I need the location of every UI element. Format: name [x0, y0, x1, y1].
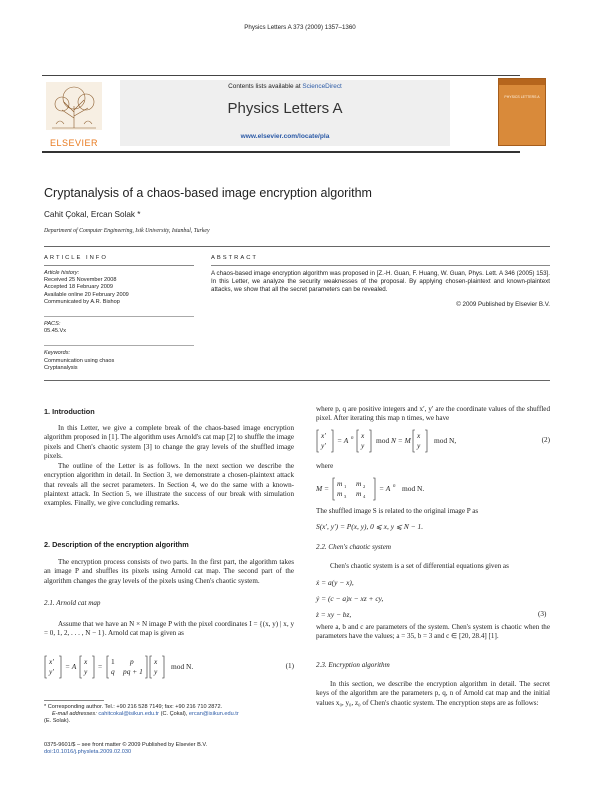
contents-line — [120, 83, 450, 90]
equation-m — [316, 476, 550, 502]
cover-title: PHYSICS LETTERS A — [504, 95, 540, 99]
section-2-1-heading: 2.1. Arnold cat map — [44, 599, 101, 607]
history-received: Received 25 November 2008 — [44, 277, 117, 284]
where-label: where — [316, 462, 334, 470]
cover-band — [499, 79, 545, 85]
svg-text:x: x — [361, 431, 365, 440]
svg-text:y: y — [154, 667, 158, 676]
equation-1-mod: mod N. — [171, 662, 194, 671]
svg-text:y′: y′ — [321, 441, 326, 450]
equation-2-matrices — [316, 428, 436, 454]
info-divider-2 — [44, 335, 194, 346]
chen-equation-1: ẋ = a(y − x), — [316, 578, 354, 587]
svg-text:3: 3 — [344, 494, 347, 499]
svg-text:x: x — [417, 431, 421, 440]
journal-title: Physics Letters A — [227, 100, 343, 117]
masthead-top-rule — [42, 75, 520, 76]
history-online: Available online 20 February 2009 — [44, 291, 129, 298]
svg-text:1: 1 — [111, 657, 115, 666]
section-1-paragraph-2: The outline of the Letter is as follows. In the next section we describe the encryption algorithm in detail. In Section 3, we demonstrate a chosen-plaintext attack that reveals all the secret parameters. In Section 4, we do the same with a known-plaintext attack. In Section 5, we illustrate the success of our break with simulation examples. Finally, we give concluding remarks. — [44, 462, 294, 508]
info-bottom-rule — [44, 380, 550, 381]
abstract-text: A chaos-based image encryption algorithm was proposed in [Z.-H. Guan, F. Huang, W. Guan, Phys. Lett. A 346 (2005) 153]. In this Letter, we analyze the security weaknesses of the proposal. By applying chosen-plaintext and known-plaintext attacks, we show that all the secret parameters can be revealed. — [211, 270, 550, 294]
history-communicated: Communicated by A.R. Bishop — [44, 298, 120, 305]
history-label: Article history: — [44, 270, 80, 276]
keyword-1: Communication using chaos — [44, 357, 115, 364]
pacs-label: PACS: — [44, 321, 61, 328]
svg-text:= A: = A — [65, 662, 77, 671]
abstract-rule — [211, 265, 550, 266]
issn-line: 0375-9601/$ – see front matter © 2009 Published by Elsevier B.V. — [44, 742, 208, 748]
svg-text:mod: mod — [376, 436, 390, 445]
article-info — [44, 270, 194, 372]
keyword-2: Cryptanalysis — [44, 364, 78, 371]
svg-text:= A: = A — [379, 484, 391, 493]
svg-text:n: n — [351, 436, 354, 441]
journal-cover[interactable] — [498, 78, 546, 146]
elsevier-logo[interactable] — [44, 80, 104, 148]
section-2-2-paragraph-1: Chen's chaotic system is a set of differential equations given as — [330, 562, 509, 570]
footnote-rule — [44, 700, 104, 701]
svg-text:x′: x′ — [49, 657, 54, 666]
chen-equation-3: ż = xy − bz, — [316, 610, 352, 619]
equation-2 — [316, 428, 550, 454]
svg-text:y: y — [417, 441, 421, 450]
svg-text:=: = — [98, 662, 103, 671]
svg-text:m: m — [356, 479, 362, 488]
section-2-heading: 2. Description of the encryption algorithm — [44, 540, 189, 549]
equation-shuffle: S(x′, y′) = P(x, y), 0 ⩽ x, y ⩽ N − 1. — [316, 522, 424, 531]
info-top-rule — [44, 246, 550, 247]
info-divider — [44, 306, 194, 317]
section-2-3-paragraph-1: In this section, we describe the encryption algorithm in detail. The secret keys of the algorithm are the parameters p, q, n of Arnold cat map and the initial values x₀, y₀, z₀ of Chen's chaotic system. The encryption steps are as follows: — [316, 680, 550, 707]
footnote-emails — [44, 711, 294, 718]
section-1-paragraph-1: In this Letter, we give a complete break of the chaos-based image encryption algorithm proposed in [1]. The algorithm uses Arnold's cat map [2] to shuffle the image pixels and Chen's chaotic system [3] to change the gray levels of the shuffled image pixels. — [44, 424, 294, 460]
abstract-heading: ABSTRACT — [211, 255, 258, 261]
equation-1-number: (1) — [285, 662, 294, 670]
equation-m-mod: mod N. — [402, 484, 425, 493]
equation-2-number: (2) — [541, 436, 550, 444]
svg-text:M =: M = — [316, 484, 329, 493]
abstract-copyright: © 2009 Published by Elsevier B.V. — [456, 301, 550, 308]
chen-equation-2: ẏ = (c − a)x − xz + cy, — [316, 594, 384, 603]
elsevier-wordmark: ELSEVIER — [49, 138, 99, 148]
history-accepted: Accepted 18 February 2009 — [44, 284, 114, 291]
article-info-rule — [44, 265, 194, 266]
svg-text:pq + 1: pq + 1 — [123, 667, 143, 676]
email-label: E-mail addresses: — [52, 711, 99, 718]
equation-1 — [44, 654, 294, 680]
article-title: Cryptanalysis of a chaos-based image encryption algorithm — [44, 186, 372, 200]
svg-text:x′: x′ — [321, 431, 326, 440]
svg-text:p: p — [130, 657, 134, 666]
svg-text:N = M: N = M — [391, 436, 411, 445]
section-1-heading: 1. Introduction — [44, 407, 95, 416]
email-1-owner: (C. Çokal), — [159, 711, 189, 718]
right-paragraph-1: where p, q are positive integers and x′, y′ are the coordinate values of the shuffled pixel. After iterating this map n times, we have — [316, 405, 550, 423]
svg-text:m: m — [337, 489, 343, 498]
article-info-heading: ARTICLE INFO — [44, 255, 108, 261]
svg-text:q: q — [111, 667, 115, 676]
front-matter — [44, 742, 294, 756]
svg-text:y′: y′ — [49, 667, 54, 676]
right-paragraph-2: The shuffled image S is related to the original image P as — [316, 507, 479, 515]
svg-text:2: 2 — [363, 484, 366, 489]
svg-text:1: 1 — [344, 484, 347, 489]
email-2-owner: (E. Solak). — [44, 718, 71, 725]
masthead-bottom-rule — [42, 151, 520, 153]
author-affiliation: Department of Computer Engineering, Isik University, Istanbul, Turkey — [44, 228, 210, 234]
section-2-2-paragraph-2: where a, b and c are parameters of the system. Chen's system is chaotic when the parameters have the values; a = 35, b = 3 and c ∈ [20, 28.4] [1]. — [316, 623, 550, 641]
email-link-2[interactable]: ercan@isikun.edu.tr — [188, 711, 239, 718]
equation-3-number: (3) — [538, 610, 547, 618]
svg-text:y: y — [361, 441, 365, 450]
section-2-2-heading: 2.2. Chen's chaotic system — [316, 543, 392, 551]
email-link-1[interactable]: cahitcokal@isikun.edu.tr — [98, 711, 160, 718]
svg-text:m: m — [337, 479, 343, 488]
section-2-3-heading: 2.3. Encryption algorithm — [316, 661, 390, 669]
journal-citation: Physics Letters A 373 (2009) 1357–1360 — [244, 24, 356, 31]
section-2-1-paragraph-1: Assume that we have an N × N image P with the pixel coordinates I = {(x, y) | x, y = 0, 1, 2, . . . , N − 1}. Arnold cat map is given as — [44, 620, 294, 638]
equation-2-mod: mod N, — [434, 436, 457, 445]
section-2-paragraph-1: The encryption process consists of two parts. In the first part, the algorithm takes an image P and shuffles its pixels using Arnold cat map. The second part of the algorithm changes the gray levels of the pixels using Chen's chaotic system. — [44, 558, 294, 585]
svg-text:x: x — [154, 657, 158, 666]
journal-homepage-link[interactable]: www.elsevier.com/locate/pla — [240, 133, 330, 140]
svg-text:= A: = A — [337, 436, 349, 445]
keywords-label: Keywords: — [44, 350, 71, 357]
svg-text:x: x — [84, 657, 88, 666]
doi-link[interactable]: doi:10.1016/j.physleta.2009.02.030 — [44, 749, 132, 756]
svg-text:y: y — [84, 667, 88, 676]
article-authors: Cahit Çokal, Ercan Solak * — [44, 210, 141, 219]
svg-text:4: 4 — [363, 494, 366, 499]
footnotes — [44, 704, 294, 726]
svg-text:n: n — [393, 484, 396, 489]
equation-1-matrices — [44, 654, 244, 680]
svg-text:m: m — [356, 489, 362, 498]
elsevier-tree-icon — [44, 80, 104, 132]
sciencedirect-link[interactable]: ScienceDirect — [302, 83, 342, 90]
pacs-value: 05.45.Vx — [44, 328, 67, 335]
footnote-corresponding: * Corresponding author. Tel.: +90 216 528 7149; fax: +90 216 710 2872. — [44, 704, 223, 710]
contents-prefix: Contents lists available at — [228, 83, 303, 90]
